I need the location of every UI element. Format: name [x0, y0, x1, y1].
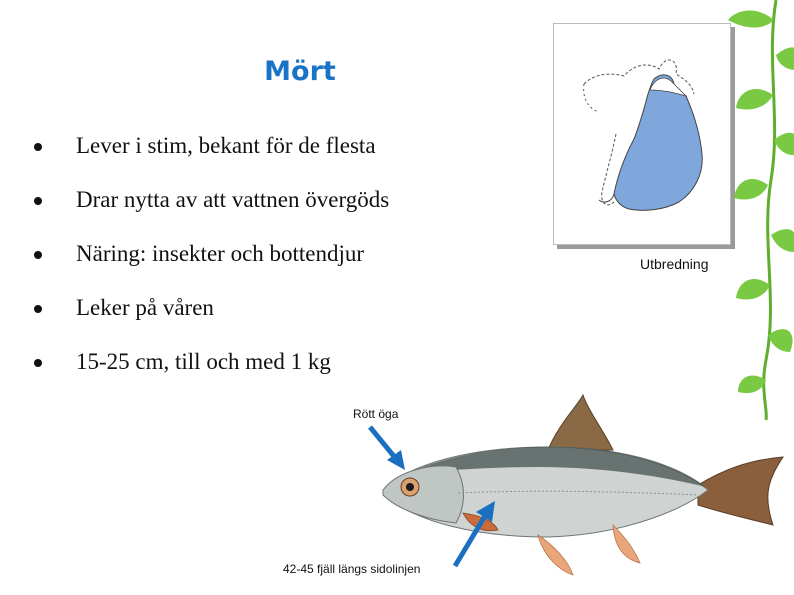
bullet-text: 15-25 cm, till och med 1 kg — [76, 349, 331, 374]
scales-pointer-arrow-icon — [440, 496, 510, 576]
bullet-text: Drar nytta av att vattnen övergöds — [76, 187, 390, 212]
distribution-map — [553, 23, 731, 245]
scales-label: 42-45 fjäll längs sidolinjen — [283, 562, 421, 576]
bullet-dot-icon — [34, 305, 42, 313]
bullet-dot-icon — [34, 197, 42, 205]
bullet-item — [30, 344, 389, 398]
bullet-text: Leker på våren — [76, 295, 214, 320]
bullet-item — [30, 128, 389, 182]
finland-map-icon — [554, 24, 730, 244]
eye-label: Rött öga — [353, 407, 399, 421]
bullet-dot-icon — [34, 359, 42, 367]
vine-decoration-icon — [716, 0, 794, 420]
bullet-item — [30, 290, 389, 344]
bullet-list — [30, 128, 389, 398]
bullet-dot-icon — [34, 251, 42, 259]
bullet-item — [30, 182, 389, 236]
slide-title: Mört — [264, 56, 336, 87]
bullet-text: Lever i stim, bekant för de flesta — [76, 133, 376, 158]
bullet-text: Näring: insekter och bottendjur — [76, 241, 365, 266]
eye-pointer-arrow-icon — [365, 422, 425, 482]
bullet-item — [30, 236, 389, 290]
map-caption: Utbredning — [640, 256, 709, 272]
bullet-dot-icon — [34, 143, 42, 151]
